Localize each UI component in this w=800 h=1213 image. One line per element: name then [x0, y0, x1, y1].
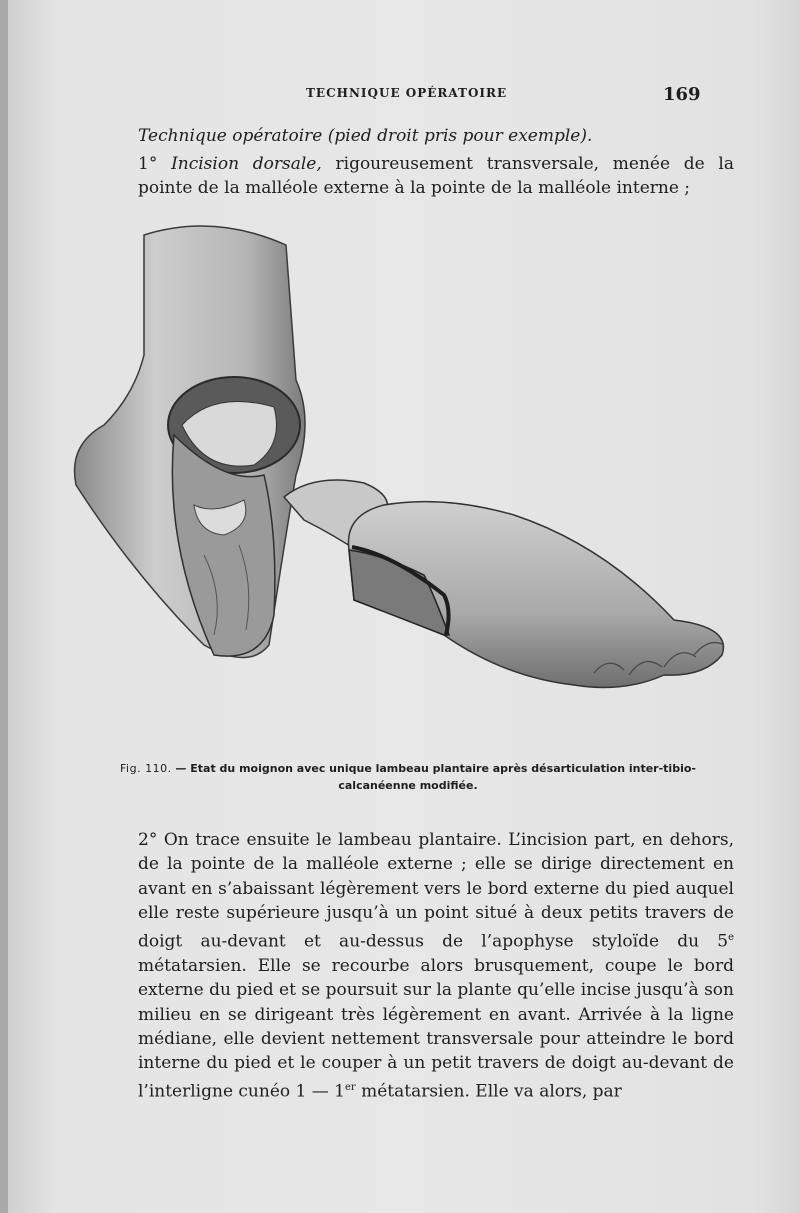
step-2-paragraph — [110, 828, 734, 1104]
foot-stump-illustration — [64, 215, 734, 705]
step-2-text-part-2: métatarsien. Elle se recourbe alors brusquement, coupe le bord externe du pied et se poursuit sur la plante qu’elle incise jusqu’à son milieu en se dirigeant très légèrement en avant. Arrivée à la ligne médiane, elle devient nettement transversale pour atteindre le bord interne du pied et le couper à un petit travers de doigt au-devant de l’interligne cunéo 1 — 1 — [138, 955, 734, 1102]
step-1-title: Incision dorsale, — [171, 154, 322, 174]
step-2-number: 2° — [138, 830, 158, 850]
leg-stump — [75, 226, 305, 657]
page-number: 169 — [663, 84, 701, 105]
superscript-er: er — [344, 1081, 356, 1093]
step-1-number: 1° — [138, 154, 158, 174]
running-head: TECHNIQUE OPÉRATOIRE — [306, 86, 508, 100]
figure-label: Fig. 110. — [120, 762, 172, 775]
step-1-text: rigoureusement transversale, menée de la pointe de la malléole externe à la pointe de la malléole interne ; — [138, 154, 735, 198]
figure-caption — [110, 760, 706, 794]
step-2-text-part-3: métatarsien. Elle va alors, par — [355, 1081, 622, 1102]
step-2-text-part-1: On trace ensuite le lambeau plantaire. L’incision part, en dehors, de la pointe de la malléole externe ; elle se dirige directement en avant en s’abaissant légèrement vers le bord externe du pied auquel elle reste supérieure jusqu’à un point situé à deux petits travers de doigt au-devant et au-dessus de l’apophyse styloïde du 5 — [138, 830, 734, 952]
book-page — [8, 0, 800, 1213]
superscript-e: e — [728, 931, 734, 943]
page-edge — [0, 0, 8, 1213]
amputated-foot — [284, 480, 724, 687]
figure-caption-text: — Etat du moignon avec unique lambeau plantaire après désarticulation inter-tibio-calcanéenne modifiée. — [175, 762, 696, 792]
section-heading: Technique opératoire (pied droit pris pour exemple). — [138, 126, 593, 146]
step-1-paragraph — [110, 152, 734, 200]
